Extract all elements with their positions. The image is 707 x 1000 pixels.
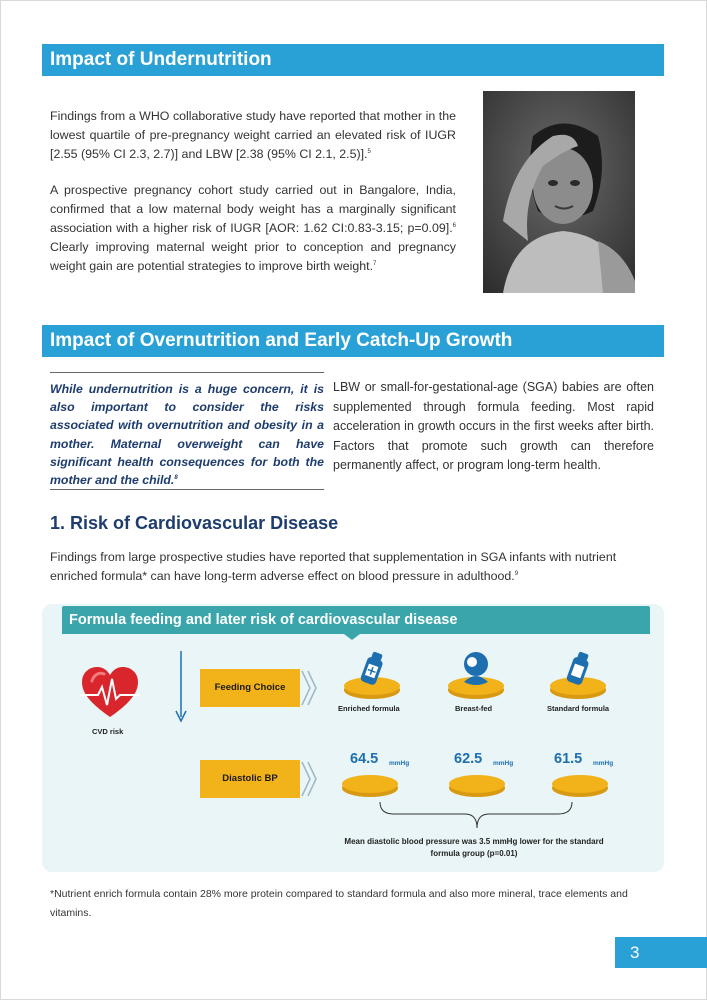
bp-disc-breastfed — [449, 775, 505, 797]
subsection-heading: 1. Risk of Cardiovascular Disease — [50, 513, 339, 533]
down-arrow-icon — [175, 651, 187, 723]
feeding-choice-box: Feeding Choice — [200, 669, 300, 707]
section-header-overnutrition: Impact of Overnutrition and Early Catch-Up Growth — [42, 325, 664, 357]
infographic-title: Formula feeding and later risk of cardiovascular disease — [62, 606, 650, 634]
cvd-body — [50, 548, 664, 586]
overnutrition-body: LBW or small-for-gestational-age (SGA) babies are often supplemented through formula feeding. Most rapid acceleration in growth occurs in the first weeks after birth. Factors that promote such growth can therefore permanently affect, or program long-term health. — [333, 380, 654, 472]
para2b-text: Clearly improving maternal weight prior to conception and pregnancy weight gain are potential strategies to improve birth weight. — [50, 240, 456, 273]
group-label-breastfed: Breast-fed — [455, 704, 493, 713]
bp-value-standard: 61.5 — [554, 751, 583, 767]
quote-body: While undernutrition is a huge concern, it is also important to consider the risks associated with overnutrition and obesity in a mother. Maternal overweight can have significant health consequences for both the mother and the child. — [50, 382, 324, 488]
undernutrition-para-1 — [50, 107, 456, 164]
section-header-undernutrition: Impact of Undernutrition — [42, 44, 664, 76]
para1-text: Findings from a WHO collaborative study have reported that mother in the lowest quartile of pre-pregnancy weight carried an elevated risk of IUGR [2.55 (95% CI 2.3, 2.7)] and LBW [2.38 (95% CI 2.1, 2.5)]. — [50, 109, 456, 161]
breastfeeding-icon — [446, 650, 506, 702]
heart-icon — [80, 665, 140, 720]
pull-quote-text — [50, 380, 324, 489]
undernutrition-para-2 — [50, 181, 456, 276]
bp-unit-standard: mmHg — [593, 760, 614, 767]
cvd-risk-label: CVD risk — [92, 727, 124, 736]
bp-unit-breastfed: mmHg — [493, 760, 514, 767]
reference-9: 9 — [514, 570, 519, 577]
child-photo — [483, 91, 635, 293]
bp-unit-enriched: mmHg — [389, 760, 410, 767]
standard-formula-icon — [548, 650, 608, 702]
bp-disc-enriched — [342, 775, 398, 797]
group-label-standard: Standard formula — [547, 704, 610, 713]
reference-7: 7 — [373, 260, 377, 267]
mean-bp-note: Mean diastolic blood pressure was 3.5 mmHg lower for the standard formula group (p=0.01) — [344, 837, 604, 858]
para2a-text: A prospective pregnancy cohort study carried out in Bangalore, India, confirmed that a low maternal body weight has a marginally significant association with a higher risk of IUGR [AOR: 1.62 CI:0.83-3.15; p=0.09]. — [50, 183, 456, 235]
reference-8: 8 — [174, 474, 178, 481]
bp-disc-standard — [552, 775, 608, 797]
bp-value-breastfed: 62.5 — [454, 751, 483, 767]
footnote: *Nutrient enrich formula contain 28% more protein compared to standard formula and also more mineral, trace elements and vitamins. — [50, 888, 628, 919]
diastolic-chevrons-icon — [300, 760, 320, 798]
reference-5: 5 — [367, 148, 371, 155]
cvd-body-text: Findings from large prospective studies have reported that supplementation in SGA infants with nutrient enriched formula* can have long-term adverse effect on blood pressure in adulthood. — [50, 550, 617, 583]
bp-value-enriched: 64.5 — [350, 751, 379, 767]
enriched-formula-icon — [342, 650, 402, 702]
title-notch — [344, 634, 360, 640]
pull-quote — [50, 372, 324, 490]
diastolic-bp-box: Diastolic BP — [200, 760, 300, 798]
bp-discs-and-brace — [340, 768, 630, 833]
page-number: 3 — [615, 937, 707, 968]
feeding-chevrons-icon — [300, 669, 320, 707]
group-label-enriched: Enriched formula — [338, 704, 400, 713]
reference-6: 6 — [452, 222, 456, 229]
